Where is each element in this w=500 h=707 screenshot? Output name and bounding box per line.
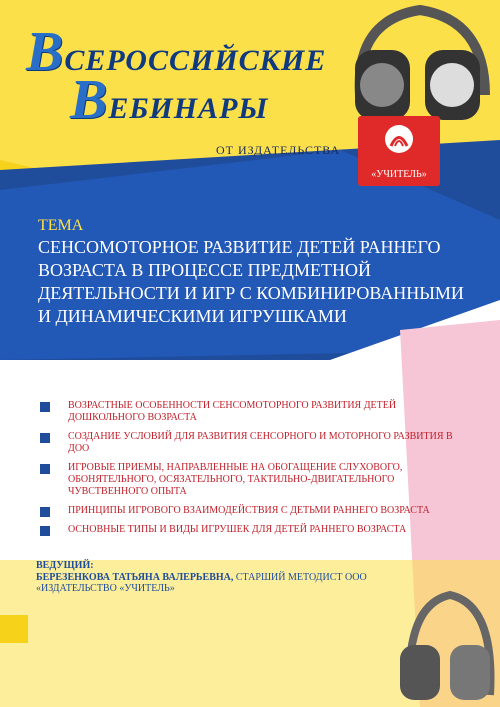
bullet-square-icon [40, 526, 50, 536]
bullet-square-icon [40, 464, 50, 474]
presenter-name: БЕРЕЗЕНКОВА ТАТЬЯНА ВАЛЕРЬЕВНА, [36, 572, 234, 583]
list-item: ИГРОВЫЕ ПРИЕМЫ, НАПРАВЛЕННЫЕ НА ОБОГАЩЕНИЕ СЛУХОВОГО, ОБОНЯТЕЛЬНОГО, ОСЯЗАТЕЛЬНОГО, ТАКТИЛЬНО-ДВИГАТЕЛЬНОГО ЧУВСТВЕННОГО ОПЫТА [38, 462, 458, 498]
title-line-1: ВСЕРОССИЙСКИЕ [26, 21, 327, 83]
publisher-logo [358, 116, 440, 186]
list-item: ПРИНЦИПЫ ИГРОВОГО ВЗАИМОДЕЙСТВИЯ С ДЕТЬМИ РАННЕГО ВОЗРАСТА [38, 505, 458, 517]
publisher-text: ОТ ИЗДАТЕЛЬСТВА [216, 143, 341, 157]
list-item: ВОЗРАСТНЫЕ ОСОБЕННОСТИ СЕНСОМОТОРНОГО РАЗВИТИЯ ДЕТЕЙ ДОШКОЛЬНОГО ВОЗРАСТА [38, 400, 458, 424]
bullet-square-icon [40, 433, 50, 443]
list-item: ОСНОВНЫЕ ТИПЫ И ВИДЫ ИГРУШЕК ДЛЯ ДЕТЕЙ РАННЕГО ВОЗРАСТА [38, 524, 458, 536]
headphones-icon [335, 0, 500, 120]
presenter-role: СТАРШИЙ МЕТОДИСТ ООО «ИЗДАТЕЛЬСТВО «УЧИТЕЛЬ» [36, 572, 367, 594]
list-item: СОЗДАНИЕ УСЛОВИЙ ДЛЯ РАЗВИТИЯ СЕНСОРНОГО И МОТОРНОГО РАЗВИТИЯ В ДОО [38, 431, 458, 455]
publisher-logo-label: «УЧИТЕЛЬ» [371, 169, 427, 180]
presenter-label: ВЕДУЩИЙ: [36, 560, 94, 571]
presenter-info [36, 572, 436, 594]
bullet-square-icon [40, 507, 50, 517]
theme-title: СЕНСОМОТОРНОЕ РАЗВИТИЕ ДЕТЕЙ РАННЕГО ВОЗРАСТА В ПРОЦЕССЕ ПРЕДМЕТНОЙ ДЕЯТЕЛЬНОСТИ И ИГР С КОМБИНИРОВАННЫМИ И ДИНАМИЧЕСКИМИ ИГРУШКАМИ [38, 237, 464, 326]
bullet-square-icon [40, 402, 50, 412]
headphones-icon [390, 585, 500, 705]
topics-list [38, 400, 458, 543]
publisher-logo-icon [384, 124, 414, 154]
theme-label: ТЕМА [38, 217, 84, 234]
title-line-2: ВЕБИНАРЫ [70, 69, 269, 131]
